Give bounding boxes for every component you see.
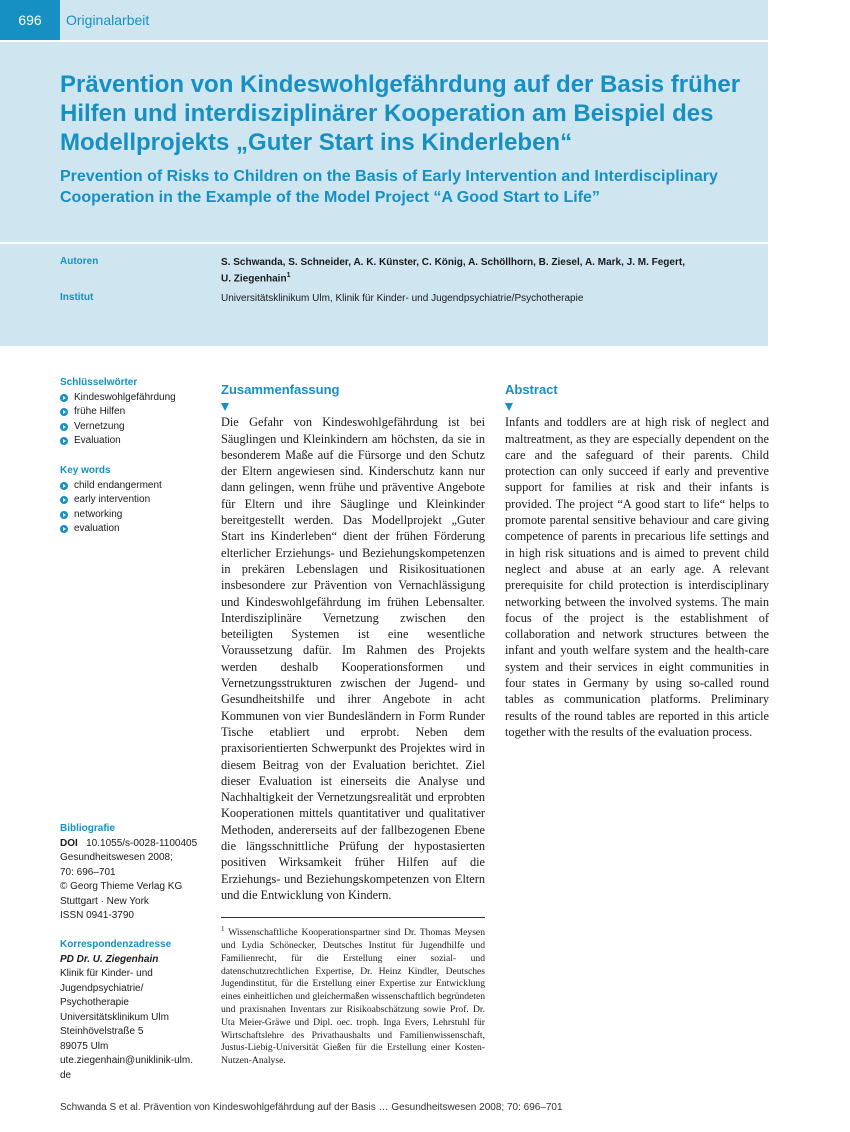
abstract-text: Infants and toddlers are at high risk of neglect and maltreatment, as they are especially dependent on the care and the safeguard of their parents. Child protection can only succeed if early and preventive support for families at risk and their infants is provided. The project “A good start to life“ helps to promote parental sensitive behaviour and care giving competence of parents in precarious life settings and in high risk situations and is aimed to prevent child neglect and abuse at an early age. A relevant prerequisite for child protection is interdisciplinary networking between the involved systems. The main focus of the project is the establishment of collaboration and network structures between the infant and youth welfare system and the health-care system and their services in eight communities in four states in Germany by using so-called round tables as communication platforms. Preliminary results of the round tables are reported in this article together with the results of the evaluation process.	[505, 415, 769, 739]
address-line: Klinik für Kinder- und	[60, 968, 153, 979]
address-line: Universitätsklinikum Ulm	[60, 1011, 169, 1023]
bib-line: 70: 696–701	[60, 866, 116, 878]
keywords-en	[60, 464, 210, 537]
institute-label: Institut	[60, 292, 94, 303]
address-line: Steinhövelstraße 5	[60, 1026, 144, 1037]
authors	[221, 256, 691, 285]
play-bullet-icon	[60, 394, 68, 402]
title-english: Prevention of Risks to Children on the Basis of Early Intervention and Interdisciplinary Cooperation in the Example of the Model Project “A Good Start to Life”	[60, 168, 718, 206]
email-line: de	[60, 1069, 72, 1081]
authors-footnote-marker: 1	[286, 272, 291, 279]
footnote	[221, 923, 485, 1068]
correspondence	[60, 938, 210, 1083]
institute: Universitätsklinikum Ulm, Klinik für Kinder- und Jugendpsychiatrie/Psychotherapie	[221, 293, 584, 304]
triangle-down-icon	[221, 403, 229, 411]
bib-line: Stuttgart · New York	[60, 895, 149, 907]
correspondence-name: PD Dr. U. Ziegenhain	[60, 953, 159, 965]
bibliography	[60, 822, 210, 924]
keyword-item: evaluation	[60, 522, 210, 537]
address-line: Jugendpsychiatrie/	[60, 982, 144, 994]
keyword-item: child endangerment	[60, 479, 210, 494]
play-bullet-icon	[60, 408, 68, 416]
zusammenfassung-section	[221, 382, 485, 903]
abstract-section	[505, 382, 769, 740]
authors-line2: U. Ziegenhain	[221, 273, 287, 285]
correspondence-label: Korrespondenzadresse	[60, 939, 172, 950]
keyword-item: Evaluation	[60, 434, 210, 449]
section-label: Originalarbeit	[66, 12, 150, 28]
address-line: Psychotherapie	[60, 997, 129, 1008]
authors-label: Autoren	[60, 256, 99, 267]
keyword-item: Kindeswohlgefährdung	[60, 391, 210, 406]
address-line: 89075 Ulm	[60, 1040, 109, 1052]
email-line: ute.ziegenhain@uniklinik-ulm.	[60, 1055, 193, 1066]
keywords-de	[60, 376, 210, 449]
bib-line: ISSN 0941-3790	[60, 910, 134, 921]
footnote-marker: 1	[221, 925, 225, 933]
footnote-text: Wissenschaftliche Kooperationspartner sind Dr. Thomas Meysen und Lydia Schönecker, Deutsches Institut für Jugendhilfe und Familienrecht, für die Erstellung einer sozial- und datenschutzrechtlichen Expertise, Dr. Heinz Kindler, Deutsches Jugendinstitut, für die Erstellung einer Expertise zur Entwicklung eines einheitlichen und gleichermaßen wissenschaftlich begründeten und praxisnahen Inventars zur Risikoabschätzung sowie Prof. Dr. Uta Meier-Gräwe und Dipl. oec. troph. Inga Evers, Lehrstuhl für Wirtschaftslehre des Privathaushalts und Familienwissenschaft, Justus-Liebig-Universität Gießen für die Erstellung einer Kosten-Nutzen-Analyse.	[221, 927, 485, 1067]
meta-panel	[0, 244, 768, 346]
doi-value: 10.1055/s-0028-1100405	[86, 837, 198, 849]
bibliography-label: Bibliografie	[60, 823, 116, 834]
bib-line: © Georg Thieme Verlag KG	[60, 881, 183, 892]
play-bullet-icon	[60, 423, 68, 431]
keyword-item: early intervention	[60, 493, 210, 508]
zusammenfassung-text: Die Gefahr von Kindeswohlgefährdung ist bei Säuglingen und Kleinkindern am höchsten, da sie in besonderem Maße auf die Fürsorge und den Schutz der Eltern angewiesen sind. Kinderschutz kann nur dann gelingen, wenn frühe und präventive Angebote für Eltern und ihre Säuglinge und Kleinkinder bereitgestellt werden. Das Modellprojekt „Guter Start ins Kinderleben“ dient der frühen Förderung elterlicher Erziehungs- und Beziehungskompetenzen in prekären Lebenslagen und Risikosituationen insbesondere zur Prävention von Vernachlässigung und Kindeswohlgefährdung im frühen Lebensalter. Interdisziplinäre Vernetzung zwischen den beteiligten Systemen ist eine wesentliche Voraussetzung dafür. Im Rahmen des Projekts werden deshalb Kooperationsformen und Vernetzungsstrukturen zwischen der Jugend- und Gesundheitshilfe und ihrer Angebote in acht Kommunen von vier Bundesländern in Form Runder Tische etabliert und erprobt. Neben dem praxisorientierten Schwerpunkt des Projektes wird in diesem Beitrag von der Evaluation berichtet. Ziel dieser Evaluation ist einerseits die Analyse und Nachhaltigkeit der Vernetzungsrealität und erprobten Kooperationen mittels quantitativer und qualitativer Methoden, andererseits auf der fallbezogenen Ebene die längsschnittliche Prüfung der hypostasierten positiven Wirksamkeit früher Hilfen auf die Erziehungs- und Beziehungskompetenzen von Eltern und die Entwicklung von Kindern.	[221, 415, 485, 902]
play-bullet-icon	[60, 511, 68, 519]
keyword-item: frühe Hilfen	[60, 405, 210, 420]
abstract-heading: Abstract	[505, 382, 558, 397]
bib-line: Gesundheitswesen 2008;	[60, 852, 173, 863]
authors-line1: S. Schwanda, S. Schneider, A. K. Künster, C. König, A. Schöllhorn, B. Ziesel, A. Mark, J. M. Fegert,	[221, 257, 685, 268]
keywords-de-label: Schlüsselwörter	[60, 377, 138, 388]
title-panel	[0, 42, 768, 242]
top-bar	[0, 0, 768, 40]
play-bullet-icon	[60, 437, 68, 445]
play-bullet-icon	[60, 496, 68, 504]
play-bullet-icon	[60, 482, 68, 490]
zusammenfassung-heading: Zusammenfassung	[221, 382, 340, 397]
keywords-en-label: Key words	[60, 465, 111, 476]
doi-line	[60, 837, 210, 852]
keyword-item: networking	[60, 508, 210, 523]
page-footer: Schwanda S et al. Prävention von Kindeswohlgefährdung auf der Basis … Gesundheitswesen 2008; 70: 696–701	[60, 1102, 563, 1113]
triangle-down-icon	[505, 403, 513, 411]
keyword-item: Vernetzung	[60, 420, 210, 435]
footnote-divider	[221, 917, 485, 918]
play-bullet-icon	[60, 525, 68, 533]
title-german: Prävention von Kindeswohlgefährdung auf der Basis früher Hilfen und interdisziplinärer Kooperation am Beispiel des Modellprojekts „Guter Start ins Kinderleben“	[60, 71, 741, 156]
page-number: 696	[0, 0, 60, 40]
doi-label: DOI	[60, 837, 78, 849]
